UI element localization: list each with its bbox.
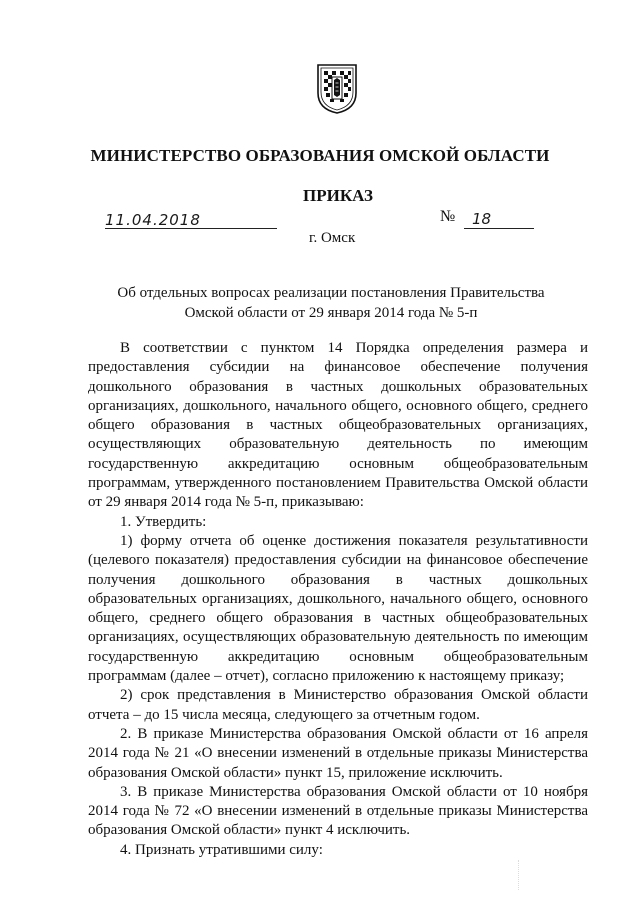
body-paragraph-4: 4. Признать утратившими силу: <box>120 841 323 858</box>
number-field <box>464 210 534 229</box>
subject-line-1: Об отдельных вопросах реализации постановления Правительства <box>117 285 545 301</box>
order-subject <box>0 283 640 323</box>
body-paragraph-3: 3. В приказе Министерства образования Омской области от 10 ноября 2014 года № 72 «О внесении изменений в отдельные приказы Министерства образования Омской области» пункт 4 исключить. <box>88 783 588 839</box>
body-paragraph-1-1: 1) форму отчета об оценке достижения показателя результативности (целевого показателя) предоставления субсидии на финансовое обеспечение получения дошкольного образования в частных дошкольных образовательных организациях, дошкольного, начального общего, основного общего, среднего общего образования в частных общеобразовательных организациях, осуществляющих образовательную деятельность по имеющим государственную аккредитацию основным общеобразовательным программам (далее – отчет), согласно приложению к настоящему приказу; <box>88 532 588 685</box>
body-paragraph-2: 2. В приказе Министерства образования Омской области от 16 апреля 2014 года № 21 «О внесении изменений в отдельные приказы Министерства образования Омской области» пункт 15, приложение исключить. <box>88 725 588 781</box>
number-label: № <box>440 208 456 225</box>
coat-of-arms-emblem <box>316 63 358 115</box>
body-paragraph-1-2: 2) срок представления в Министерство образования Омской области отчета – до 15 числа месяца, следующего за отчетным годом. <box>88 687 588 723</box>
city-name: г. Омск <box>309 230 356 246</box>
scan-artifact <box>518 860 525 890</box>
handwritten-date: 11.04.2018 <box>105 211 201 229</box>
date-field <box>105 208 277 229</box>
ministry-name: МИНИСТЕРСТВО ОБРАЗОВАНИЯ ОМСКОЙ ОБЛАСТИ <box>90 146 550 165</box>
document-type-title: ПРИКАЗ <box>303 186 373 205</box>
order-body <box>88 339 588 860</box>
subject-line-2: Омской области от 29 января 2014 года № 5-п <box>184 305 478 321</box>
body-paragraph-1: 1. Утвердить: <box>120 513 207 530</box>
body-paragraph-preamble: В соответствии с пунктом 14 Порядка определения размера и предоставления субсидии на финансовое обеспечение получения дошкольного образования в частных дошкольных образовательных организациях, дошкольного, начального общего, основного общего, среднего общего образования в частных общеобразовательных организациях, осуществляющих образовательную деятельность по имеющим государственную аккредитацию основным общеобразовательным программам, утвержденного постановлением Правительства Омской области от 29 января 2014 года № 5-п, приказываю: <box>88 340 588 511</box>
handwritten-number: 18 <box>472 210 492 228</box>
